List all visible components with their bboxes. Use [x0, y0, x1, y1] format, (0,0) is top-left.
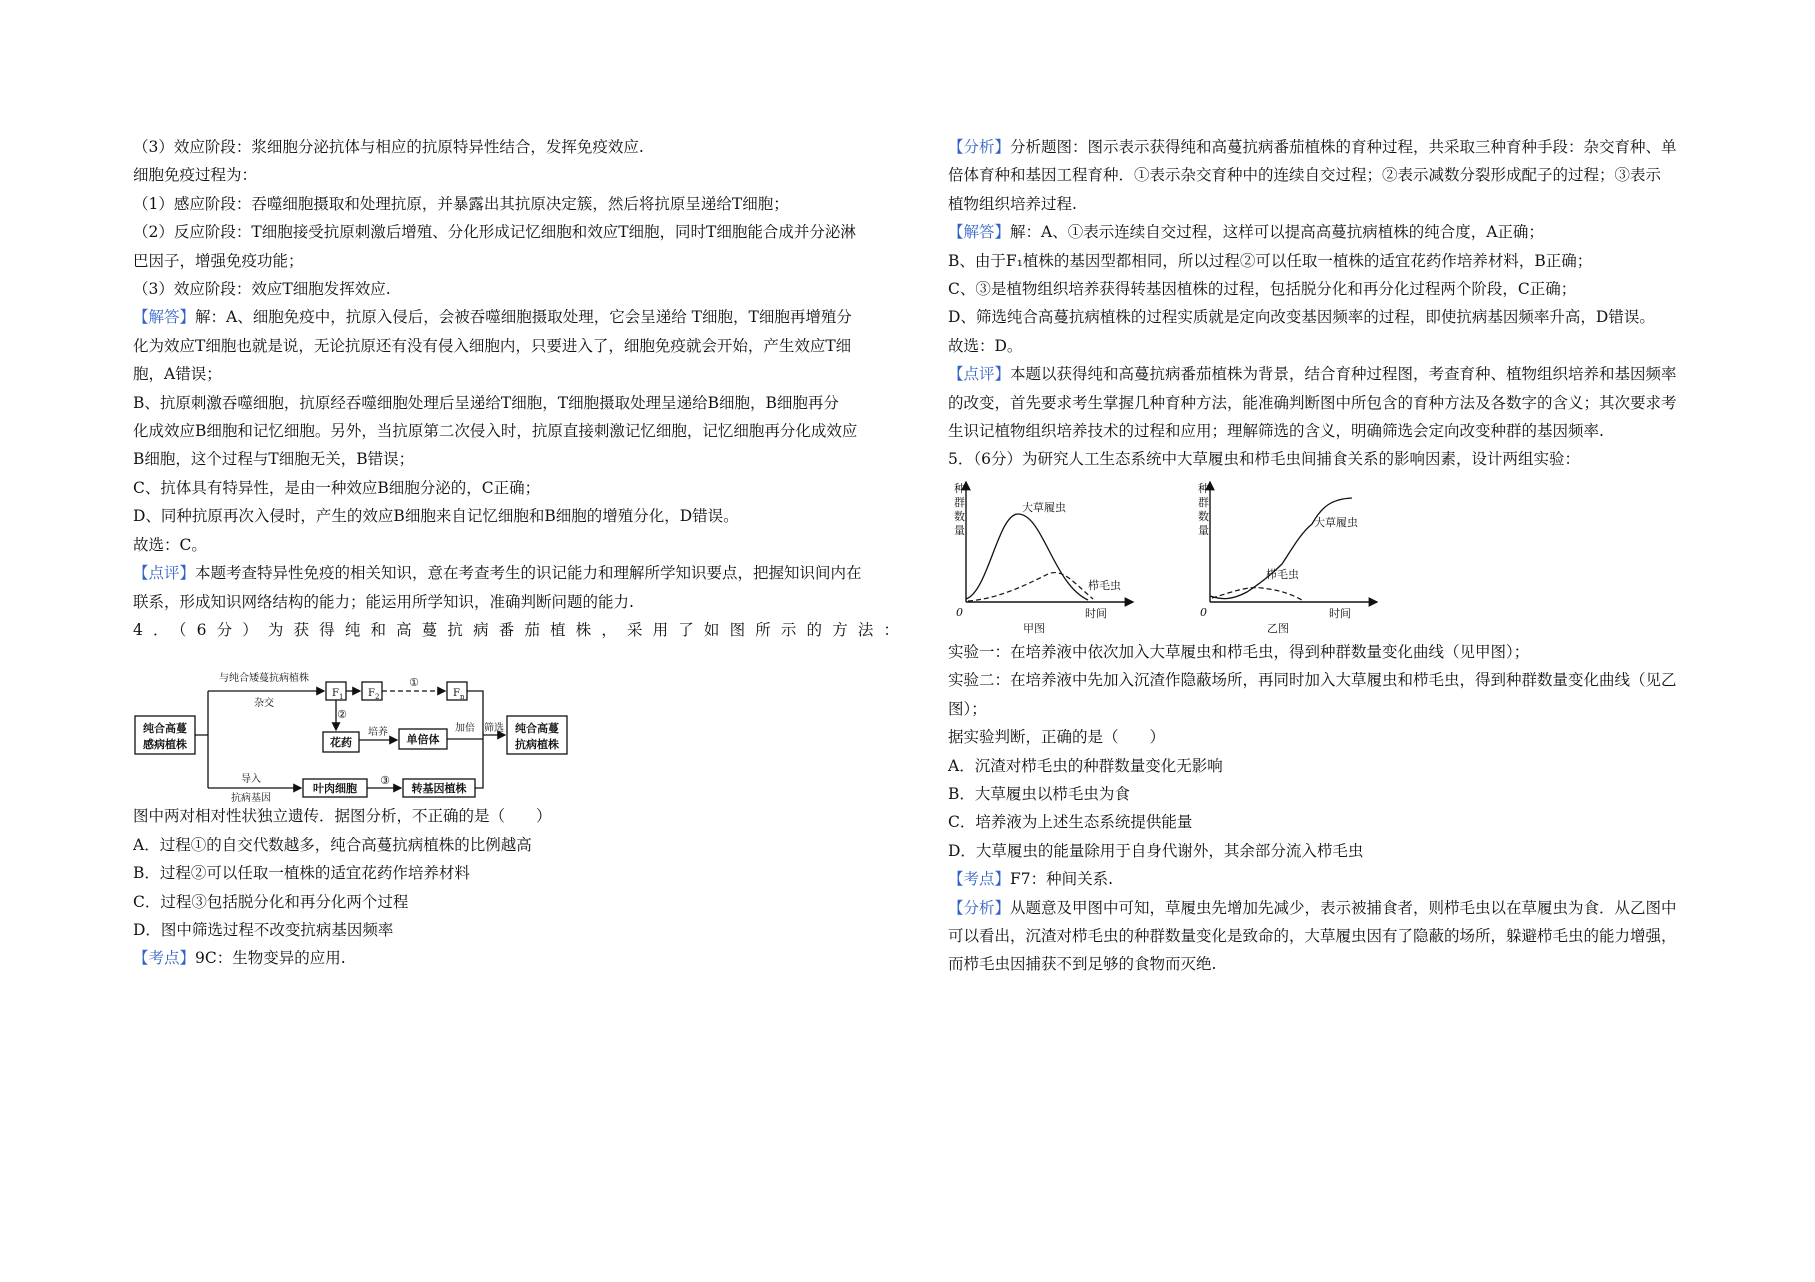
- key-point-text: F7：种间关系.: [1010, 870, 1114, 889]
- answer-tag: 【解答】: [948, 223, 1011, 242]
- answer-tag: 【解答】: [133, 308, 196, 327]
- y-label-4: 量: [1198, 523, 1209, 537]
- text-line: 而栉毛虫因捕获不到足够的食物而灭绝.: [948, 955, 1217, 974]
- text-line: （2）反应阶段：T细胞接受抗原刺激后增殖、分化形成记忆细胞和效应T细胞，同时T细胞能合成并分泌淋: [133, 223, 856, 242]
- text-line: 联系，形成知识网络结构的能力；能运用所学知识，准确判断问题的能力.: [133, 592, 634, 611]
- text-line: 图）；: [948, 699, 987, 718]
- comment-tag: 【点评】: [133, 564, 196, 583]
- y-label-2: 群: [954, 495, 965, 509]
- key-point-tag: 【考点】: [948, 870, 1011, 889]
- haploid-label: 单倍体: [406, 733, 440, 747]
- option-b: B．过程②可以任取一植株的适宜花药作培养材料: [133, 864, 470, 883]
- key-point-text: 9C：生物变异的应用.: [195, 949, 346, 968]
- option-d: D．大草履虫的能量除用于自身代谢外，其余部分流入栉毛虫: [948, 841, 1364, 860]
- paramecium-curve: [966, 514, 1088, 600]
- series-b-label: 栉毛虫: [1266, 567, 1299, 581]
- x-label: 时间: [1085, 606, 1107, 620]
- text-line: 植物组织培养过程.: [948, 194, 1077, 213]
- analysis-line: [948, 133, 1723, 161]
- breeding-diagram-svg: [133, 656, 593, 805]
- option-a: A．过程①的自交代数越多，纯合高蔓抗病植株的比例越高: [133, 835, 532, 854]
- text-line: （1）感应阶段：吞噬细胞摄取和处理抗原，并暴露出其抗原决定簇，然后将抗原呈递给T细胞；: [133, 194, 789, 213]
- series-b-label: 栉毛虫: [1088, 578, 1121, 592]
- key-point-line: [948, 865, 1723, 893]
- experiment-2: 实验二：在培养液中先加入沉渣作隐蔽场所，再同时加入大草履虫和栉毛虫，得到种群数量变化曲线（见乙: [948, 671, 1677, 690]
- graph-caption: 乙图: [1267, 621, 1289, 635]
- analysis-tag: 【分析】: [948, 898, 1011, 917]
- comment-line: [133, 559, 899, 587]
- text-line: C、③是植物组织培养获得转基因植株的过程，包括脱分化和再分化过程两个阶段，C正确；: [948, 280, 1577, 299]
- comment-text: 本题以获得纯和高蔓抗病番茄植株为背景，结合育种过程图，考查育种、植物组织培养和基因频率: [1010, 365, 1677, 384]
- text-line: （3）效应阶段：浆细胞分泌抗体与相应的抗原特异性结合，发挥免疫效应.: [133, 138, 644, 156]
- question-5-stem: 据实验判断，正确的是（ ）: [948, 728, 1166, 747]
- series-a-label: 大草履虫: [1022, 500, 1066, 514]
- circle-3: ③: [380, 774, 390, 788]
- answer-text: 解：A、①表示连续自交过程，这样可以提高高蔓抗病植株的纯合度，A正确；: [1010, 223, 1544, 242]
- fn-label: $F_n$: [453, 688, 465, 702]
- origin-label: 0: [1200, 605, 1207, 619]
- comment-text: 本题考查特异性免疫的相关知识，意在考查考生的识记能力和理解所学知识要点，把握知识间内在: [195, 564, 862, 583]
- import-label: 导入: [241, 774, 261, 786]
- text-line: 倍体育种和基因工程育种．①表示杂交育种中的连续自交过程；②表示减数分裂形成配子的过程；③表示: [948, 166, 1662, 185]
- y-label-2: 群: [1198, 495, 1209, 509]
- text-line: 可以看出，沉渣对栉毛虫的种群数量变化是致命的，大草履虫因有了隐蔽的场所，躲避栉毛虫的能力增强，: [948, 926, 1677, 945]
- text-line: 化为效应T细胞也就是说，无论抗原还有没有侵入细胞内，只要进入了，细胞免疫就会开始，产生效应T细: [133, 336, 852, 355]
- text-line: B细胞，这个过程与T细胞无关，B错误；: [133, 450, 415, 469]
- breeding-diagram: [133, 656, 899, 805]
- circle-2: ②: [337, 708, 347, 722]
- key-point-line: [133, 944, 899, 972]
- text-line: B、由于F₁植株的基因型都相同，所以过程②可以任取一植株的适宜花药作培养材料，B正确；: [948, 251, 1593, 270]
- key-point-tag: 【考点】: [133, 949, 196, 968]
- f1-label: $F_1$: [332, 688, 344, 702]
- text-line: 故选：D。: [948, 336, 1023, 355]
- question-4-stem: 图中两对相对性状独立遗传．据图分析，不正确的是（ ）: [133, 807, 552, 826]
- series-a-label: 大草履虫: [1314, 515, 1358, 529]
- answer-line: [133, 303, 899, 331]
- didinium-curve: [968, 572, 1093, 600]
- y-label-1: 种: [954, 481, 965, 495]
- top-sub: 杂交: [254, 698, 274, 710]
- text-line: D、同种抗原再次入侵时，产生的效应B细胞来自记忆细胞和B细胞的增殖分化，D错误。: [133, 507, 739, 526]
- option-c: C．培养液为上述生态系统提供能量: [948, 813, 1193, 832]
- circle-1: ①: [409, 676, 419, 690]
- text-line: D、筛选纯合高蔓抗病植株的过程实质就是定向改变基因频率的过程，即使抗病基因频率升高，D错误。: [948, 308, 1655, 327]
- mesophyll-label: 叶肉细胞: [313, 782, 357, 796]
- text-line: （3）效应阶段：效应T细胞发挥效应.: [133, 280, 391, 299]
- analysis-text: 分析题图：图示表示获得纯和高蔓抗病番茄植株的育种过程，共采取三种育种手段：杂交育种、单: [1010, 138, 1677, 156]
- comment-line: [948, 360, 1723, 388]
- double-label: 加倍: [455, 723, 475, 735]
- y-label-4: 量: [954, 523, 965, 537]
- graph-caption: 甲图: [1023, 621, 1045, 635]
- question-4-header: 4．（6分）为获得纯和高蔓抗病番茄植株，采用了如图所示的方法：: [133, 620, 899, 639]
- y-label-1: 种: [1198, 481, 1209, 495]
- answer-line: [948, 218, 1723, 246]
- y-label-3: 数: [954, 509, 965, 523]
- x-label: 时间: [1329, 606, 1351, 620]
- text-line: 胞，A错误；: [133, 365, 222, 384]
- top-label: 与纯合矮蔓抗病植株: [219, 673, 309, 685]
- answer-text: 解：A、细胞免疫中，抗原入侵后，会被吞噬细胞摄取处理，它会呈递给 T细胞，T细胞再增殖分: [195, 308, 852, 327]
- transgenic-label: 转基因植株: [411, 782, 467, 796]
- option-b: B．大草履虫以栉毛虫为食: [948, 784, 1130, 803]
- paramecium-curve: [1210, 498, 1352, 599]
- origin-label: 0: [956, 605, 963, 619]
- text-line: 故选：C。: [133, 535, 207, 554]
- option-a: A．沉渣对栉毛虫的种群数量变化无影响: [948, 756, 1223, 775]
- anther-label: 花药: [330, 736, 352, 750]
- option-d: D．图中筛选过程不改变抗病基因频率: [133, 920, 394, 939]
- right-column: [948, 133, 1723, 979]
- text-line: C、抗体具有特异性，是由一种效应B细胞分泌的，C正确；: [133, 478, 541, 497]
- experiment-1: 实验一：在培养液中依次加入大草履虫和栉毛虫，得到种群数量变化曲线（见甲图）；: [948, 642, 1530, 661]
- start-box-line2: 感病植株: [143, 738, 187, 752]
- resist-gene-label: 抗病基因: [231, 793, 271, 805]
- text-line: 化成效应B细胞和记忆细胞。另外，当抗原第二次侵入时，抗原直接刺激记忆细胞，记忆细胞再分化成效应: [133, 422, 858, 441]
- population-graphs: [948, 474, 1723, 634]
- graph-yi: [1192, 474, 1392, 634]
- culture-label: 培养: [368, 727, 388, 739]
- left-column: [133, 133, 899, 973]
- text-line: 细胞免疫过程为：: [133, 166, 258, 185]
- option-c: C．过程③包括脱分化和再分化两个过程: [133, 892, 409, 911]
- graph-jia: [948, 474, 1148, 634]
- target-box-line2: 抗病植株: [515, 738, 559, 752]
- analysis-tag: 【分析】: [948, 138, 1011, 156]
- y-label-3: 数: [1198, 509, 1209, 523]
- text-line: B、抗原刺激吞噬细胞，抗原经吞噬细胞处理后呈递给T细胞，T细胞摄取处理呈递给B细胞，B细胞再分: [133, 393, 839, 412]
- question-5-header: 5．（6分）为研究人工生态系统中大草履虫和栉毛虫间捕食关系的影响因素，设计两组实验：: [948, 450, 1580, 469]
- text-line: 生识记植物组织培养技术的过程和应用；理解筛选的含义，明确筛选会定向改变种群的基因频率.: [948, 422, 1604, 441]
- select-label: 筛选: [484, 723, 504, 735]
- start-box-line1: 纯合高蔓: [143, 722, 187, 736]
- comment-tag: 【点评】: [948, 365, 1011, 384]
- f2-label: $F_2$: [368, 688, 380, 702]
- text-line: 巴因子，增强免疫功能；: [133, 251, 304, 270]
- analysis-line: [948, 894, 1723, 922]
- analysis-text: 从题意及甲图中可知，草履虫先增加先减少，表示被捕食者，则栉毛虫以在草履虫为食．从乙图中: [1010, 898, 1677, 917]
- text-line: 的改变，首先要求考生掌握几种育种方法，能准确判断图中所包含的育种方法及各数字的含义；其次要求考: [948, 393, 1677, 412]
- target-box-line1: 纯合高蔓: [515, 722, 559, 736]
